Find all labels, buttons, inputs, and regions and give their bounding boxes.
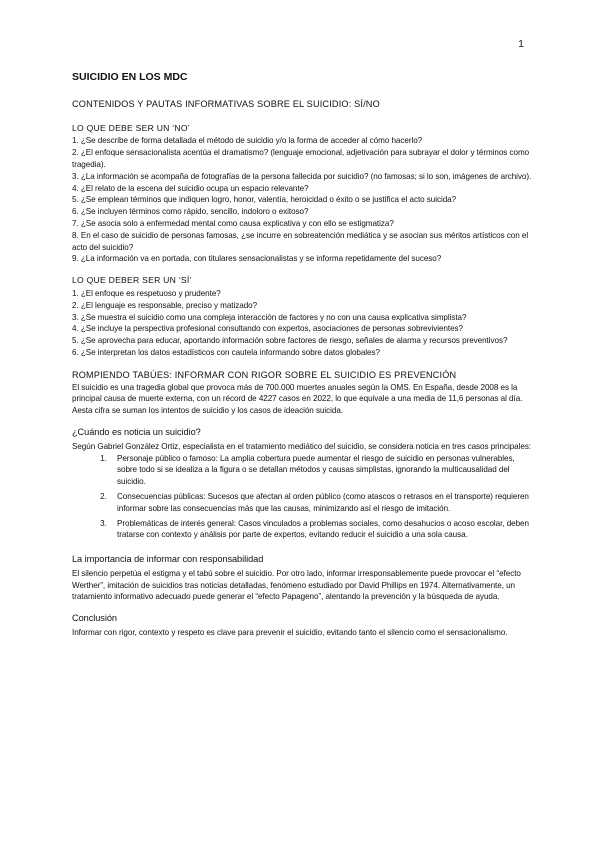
si-list (72, 288, 534, 359)
conclusion-paragraph: Informar con rigor, contexto y respeto es clave para prevenir el suicidio, evitando tanto el silencio como el sensacionalismo. (72, 628, 508, 638)
list-item: 3. Problemáticas de interés general: Casos vinculados a problemas sociales, como desahucios o acoso escolar, deben tratarse con contexto y análisis por parte de expertos, evitando reducir el suicidio a una sola causa. (109, 518, 534, 542)
news-list (72, 453, 534, 542)
list-item: 3. ¿Se muestra el suicidio como una compleja interacción de factores y no con una causa explicativa simplista? (72, 312, 467, 322)
list-item: 3. ¿La información se acompaña de fotografías de la persona fallecida por suicidio? (no famosas; si lo son, imágenes de archivo). (72, 171, 532, 181)
list-item: 2. ¿El lenguaje es responsable, preciso y matizado? (72, 300, 258, 310)
list-item: 4. ¿Se incluye la perspectiva profesional consultando con expertos, asociaciones de personas sobrevivientes? (72, 324, 463, 334)
news-intro: Según Gabriel González Ortiz, especialista en el tratamiento mediático del suicidio, se considera noticia en tres casos principales: (72, 441, 532, 451)
list-item: 1. ¿Se describe de forma detallada el método de suicidio y/o la forma de acceder al cómo hacerlo? (72, 136, 423, 146)
conclusion-heading: Conclusión (72, 613, 117, 624)
importance-heading: La importancia de informar con responsabilidad (72, 554, 264, 565)
list-item: 6. ¿Se incluyen términos como rápido, sencillo, indoloro o exitoso? (72, 207, 309, 217)
list-item: 9. ¿La información va en portada, con titulares sensacionalistas y se informa repetidamente del suceso? (72, 254, 442, 264)
list-item: 2. Consecuencias públicas: Sucesos que afectan al orden público (como atascos o retrasos en el transporte) requieren informar sobre las consecuencias más que las causas, minimizando así el riesgo de imitación. (109, 491, 534, 515)
si-heading: LO QUE DEBER SER UN ‘SÍ’ (72, 275, 192, 286)
news-heading: ¿Cuándo es noticia un suicidio? (72, 426, 201, 437)
no-list (72, 135, 534, 265)
taboos-heading: ROMPIENDO TABÚES: INFORMAR CON RIGOR SOBRE EL SUICIDIO ES PREVENCIÓN (72, 369, 457, 380)
document-title: SUICIDIO EN LOS MDC (72, 71, 188, 83)
no-heading: LO QUE DEBE SER UN ‘NO’ (72, 122, 190, 133)
list-item: 4. ¿El relato de la escena del suicidio ocupa un espacio relevante? (72, 183, 309, 193)
list-item: 1. Personaje público o famoso: La amplia cobertura puede aumentar el riesgo de suicidio en personas vulnerables, sobre todo si se idealiza a la figura o se detallan métodos y causas simplistas, ignorando la multicausalidad del suicidio. (109, 453, 534, 488)
importance-paragraph: El silencio perpetúa el estigma y el tabú sobre el suicidio. Por otro lado, informar irresponsablemente puede provocar el “efecto Werther”, imitación de suicidios tras noticias detalladas, fenómeno estudiado por David Phillips en 1974. Alternativamente, un tratamiento informativo adecuado puede generar el “efecto Papageno”, alentando la prevención y la búsqueda de ayuda. (72, 568, 521, 602)
page-number: 1 (518, 38, 524, 50)
document-body (72, 72, 534, 639)
list-item: 8. En el caso de suicidio de personas famosas, ¿se incurre en sobreatención mediática y se asocian sus méritos artísticos con el acto del suicidio? (72, 230, 529, 252)
list-item: 6. ¿Se interpretan los datos estadísticos con cautela informando sobre datos globales? (72, 347, 380, 357)
list-item: 5. ¿Se aprovecha para educar, aportando información sobre factores de riesgo, señales de alarma y recursos preventivos? (72, 336, 508, 346)
list-item: 1. ¿El enfoque es respetuoso y prudente? (72, 288, 221, 298)
taboos-paragraph: El suicidio es una tragedia global que provoca más de 700.000 muertes anuales según la OMS. En España, desde 2008 es la principal causa de muerte externa, con un récord de 4227 casos en 2022, lo que equivale a una media de 11,6 personas al día. Aesta cifra se suman los intentos de suicidio y los casos de ideación suicida. (72, 382, 523, 416)
section-heading: CONTENIDOS Y PAUTAS INFORMATIVAS SOBRE EL SUICIDIO: SÍ/NO (72, 98, 380, 109)
list-item: 5. ¿Se emplean términos que indiquen logro, honor, valentía, heroicidad o éxito o se justifica el acto suicida? (72, 195, 457, 205)
list-item: 2. ¿El enfoque sensacionalista acentúa el dramatismo? (lenguaje emocional, adjetivación para subrayar el dolor y términos como tragedia). (72, 148, 530, 169)
list-item: 7. ¿Se asocia solo a enfermedad mental como causa explicativa y con ello se estigmatiza? (72, 218, 394, 228)
